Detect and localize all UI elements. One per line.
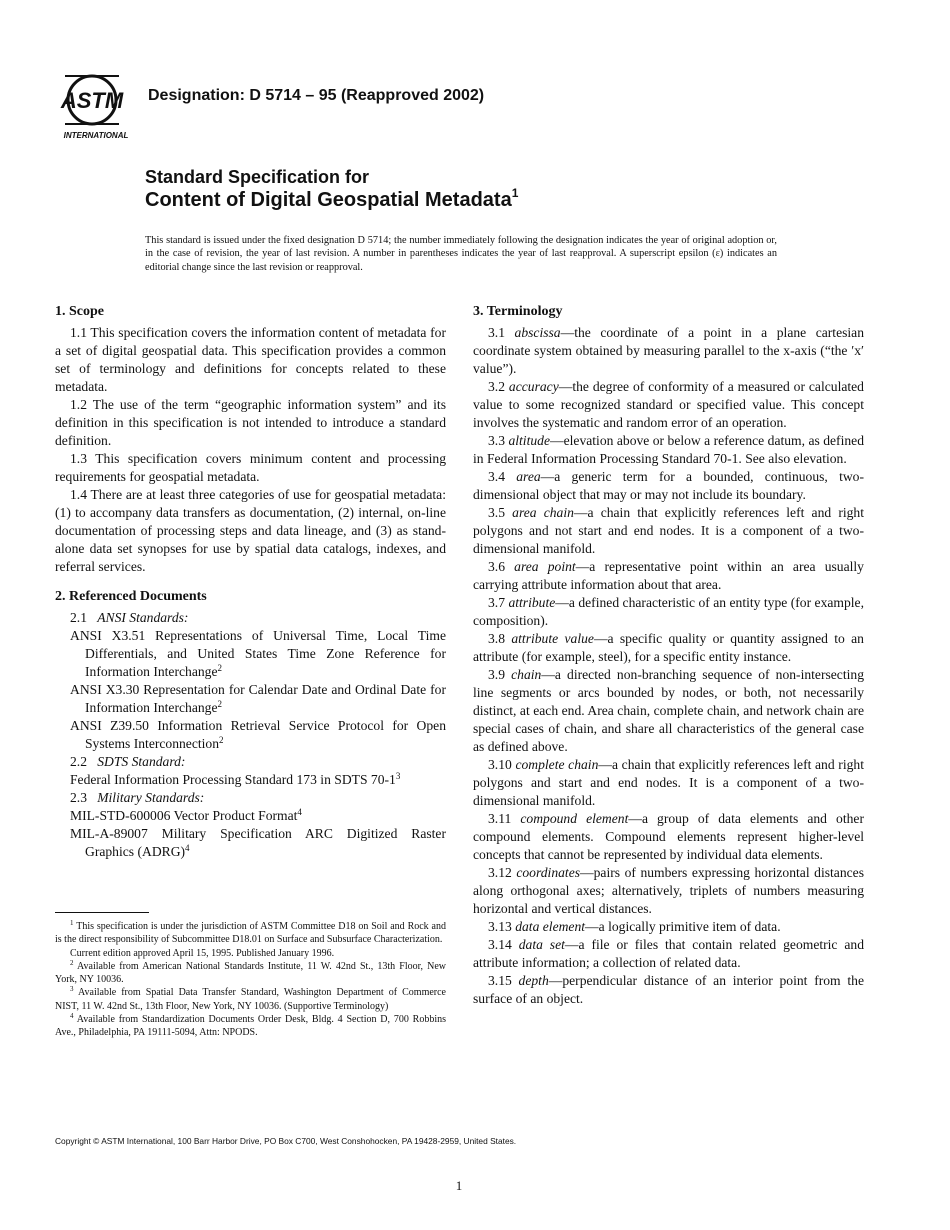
title-footnote-mark: 1	[511, 186, 519, 200]
footnote-mark: 3	[70, 985, 74, 994]
reference-text: ANSI X3.51 Representations of Universal Time, Local Time Differentials, and United States Time Zone Reference for Information Interchange	[70, 628, 446, 679]
footnote-mark: 1	[70, 919, 74, 927]
term-name: accuracy	[508, 379, 559, 394]
term-entry	[473, 936, 864, 972]
term-number: 3.4	[488, 469, 505, 484]
term-name: area point	[514, 559, 576, 574]
section-heading-terminology: 3. Terminology	[473, 304, 563, 319]
subsection-title: ANSI Standards:	[97, 610, 189, 625]
term-name: attribute value	[511, 631, 594, 646]
term-number: 3.1	[488, 325, 505, 340]
term-number: 3.12	[488, 865, 512, 880]
reference-item	[70, 771, 446, 789]
term-number: 3.11	[488, 811, 512, 826]
page-number: 1	[455, 1178, 463, 1193]
scope-paragraph-1-4: 1.4 There are at least three categories of use for geospatial metadata: (1) to accompany data transfers as documentation, (2) internal, on-line documentation of processing steps and data lineage, and (3) as stand-alone data set synopses for use by spatial data catalogs, indexes, and referral services.	[55, 487, 446, 574]
left-column	[55, 303, 446, 861]
subsection-title: Military Standards:	[97, 790, 205, 805]
term-entry	[473, 810, 864, 864]
term-definition: —the degree of conformity of a measured or calculated value to some recognized standard or specified value. This concept involves the systematic and random error of an operation.	[473, 379, 864, 430]
section-heading-referenced: 2. Referenced Documents	[55, 589, 207, 604]
term-number: 3.2	[488, 379, 505, 394]
term-definition: —perpendicular distance of an interior point from the surface of an object.	[473, 973, 864, 1006]
term-entry	[473, 504, 864, 558]
right-column	[473, 303, 864, 1008]
term-name: depth	[518, 973, 549, 988]
term-entry	[473, 630, 864, 666]
scope-paragraph-1-2: 1.2 The use of the term “geographic information system” and its definition in this specification is not intended to introduce a standard definition.	[55, 397, 446, 448]
document-title	[145, 166, 518, 212]
term-name: data element	[515, 919, 586, 934]
term-definition: —a defined characteristic of an entity type (for example, composition).	[473, 595, 864, 628]
term-definition: —the coordinate of a point in a plane cartesian coordinate system obtained by measuring parallel to the x-axis (“the ′x′ value”).	[473, 325, 865, 376]
footnote-ref: 2	[217, 699, 222, 709]
scope-paragraph-1-1: 1.1 This specification covers the information content of metadata for a set of digital geospatial data. This specification provides a common set of terminology and definitions for concepts related to these metadata.	[55, 325, 446, 394]
reference-text: ANSI Z39.50 Information Retrieval Service Protocol for Open Systems Interconnection	[70, 718, 446, 751]
footnote-divider	[55, 912, 149, 913]
section-heading-scope: 1. Scope	[55, 304, 104, 319]
subsection-number: 2.2	[70, 754, 87, 769]
footnote-ref: 4	[297, 807, 302, 817]
reference-text: ANSI X3.30 Representation for Calendar Date and Ordinal Date for Information Interchange	[70, 682, 446, 715]
subsection-sdts	[70, 753, 446, 771]
footnote-ref: 2	[217, 663, 222, 673]
astm-logo	[55, 70, 137, 142]
term-name: chain	[511, 667, 542, 682]
title-line-2	[145, 188, 518, 212]
title-text: Content of Digital Geospatial Metadata	[145, 189, 512, 211]
term-definition: —a group of data elements and other compound elements. Compound elements represent higher-level concepts that cannot be represented by individual data elements.	[473, 811, 864, 862]
term-entry	[473, 666, 864, 756]
term-entry	[473, 972, 864, 1008]
term-name: altitude	[508, 433, 550, 448]
reference-item	[70, 825, 446, 861]
term-name: data set	[518, 937, 565, 952]
logo-international: INTERNATIONAL	[63, 131, 129, 140]
term-entry	[473, 324, 864, 378]
term-entry	[473, 378, 864, 432]
footnote-mark: 4	[70, 1012, 74, 1021]
term-number: 3.13	[488, 919, 512, 934]
footnote	[55, 960, 446, 987]
subsection-number: 2.1	[70, 610, 87, 625]
term-name: area chain	[512, 505, 574, 520]
reference-item	[70, 717, 446, 753]
reference-item	[70, 807, 446, 825]
term-number: 3.10	[488, 757, 512, 772]
term-definition: —a directed non-branching sequence of non-intersecting line segments or arcs bounded by nodes, or both, not necessarily distinct, at each end. Area chain, complete chain, and network chain are special cases of chain, and share all characteristics of the general case as defined above.	[473, 667, 864, 754]
issuance-notice: This standard is issued under the fixed designation D 5714; the number immediately following the designation indicates the year of original adoption or, in the case of revision, the year of last revision. A number in parentheses indicates the year of last reapproval. A superscript epsilon (ε) indicates an editorial change since the last revision or reapproval.	[145, 235, 777, 273]
term-definition: —a chain that explicitly references left and right polygons and not start and end nodes. It is a component of a two-dimensional manifold.	[473, 505, 864, 556]
footnote-text: Available from Standardization Documents Order Desk, Bldg. 4 Section D, 700 Robbins Ave., Philadelphia, PA 19111-5094, Attn: NPODS.	[55, 1014, 446, 1039]
term-entry	[473, 432, 864, 468]
term-definition: —elevation above or below a reference datum, as defined in Federal Information Processing Standard 70-1. See also elevation.	[473, 433, 864, 466]
term-number: 3.5	[488, 505, 505, 520]
term-number: 3.15	[488, 973, 512, 988]
term-entry	[473, 864, 864, 918]
terminology-list	[473, 324, 864, 1008]
term-name: abscissa	[514, 325, 561, 340]
footnotes	[55, 920, 446, 1040]
term-number: 3.7	[488, 595, 505, 610]
footnote-text: Available from American National Standards Institute, 11 W. 42nd St., 13th Floor, New York, NY 10036.	[55, 960, 446, 986]
subsection-number: 2.3	[70, 790, 87, 805]
term-definition: —a chain that explicitly references left and right polygons and start and end nodes. It is a component of a two-dimensional manifold.	[473, 757, 864, 808]
term-name: area	[516, 469, 541, 484]
reference-text: MIL-A-89007 Military Specification ARC Digitized Raster Graphics (ADRG)	[70, 826, 446, 859]
term-name: coordinates	[516, 865, 581, 880]
footnote	[55, 986, 446, 1013]
subsection-ansi	[70, 609, 446, 627]
term-entry	[473, 594, 864, 630]
term-entry	[473, 756, 864, 810]
footnote-text: This specification is under the jurisdiction of ASTM Committee D18 on Soil and Rock and is the direct responsibility of Subcommittee D18.01 on Surface and Subsurface Characterization.	[55, 921, 446, 946]
term-definition: —a logically primitive item of data.	[585, 919, 781, 934]
term-number: 3.3	[488, 433, 505, 448]
footnote-ref: 2	[219, 735, 224, 745]
term-name: attribute	[508, 595, 556, 610]
scope-paragraph-1-3: 1.3 This specification covers minimum content and processing requirements for geospatial metadata.	[55, 451, 446, 484]
term-definition: —a generic term for a bounded, continuous, two-dimensional object that may or may not include its boundary.	[473, 469, 864, 502]
footnote-text: Available from Spatial Data Transfer Standard, Washington Department of Commerce NIST, 11 W. 42nd St., 13th Floor, New York, NY 10036. (Supportive Terminology)	[55, 987, 446, 1012]
reference-text: MIL-STD-600006 Vector Product Format	[70, 808, 298, 823]
term-definition: —a file or files that contain related geometric and attribute information; a collection of related data.	[473, 937, 864, 970]
footnote-ref: 4	[185, 843, 190, 853]
subsection-title: SDTS Standard:	[97, 754, 186, 769]
logo-letters: ASTM	[60, 88, 124, 113]
title-line-1: Standard Specification for	[145, 167, 370, 187]
term-number: 3.6	[488, 559, 505, 574]
term-definition: —a representative point within an area usually carrying attribute information about that area.	[473, 559, 864, 592]
reference-item	[70, 627, 446, 681]
term-definition: —pairs of numbers expressing horizontal distances along orthogonal axes; alternatively, triplets of numbers measuring horizontal and vertical distances.	[473, 865, 864, 916]
term-number: 3.9	[488, 667, 505, 682]
subsection-military	[70, 789, 446, 807]
footnote-ref: 3	[395, 771, 401, 781]
term-entry	[473, 558, 864, 594]
footnote	[55, 920, 446, 947]
footnote-text: Current edition approved April 15, 1995. Published January 1996.	[70, 947, 335, 959]
footnote	[55, 1013, 446, 1040]
copyright-line: Copyright © ASTM International, 100 Barr Harbor Drive, PO Box C700, West Conshohocken, PA 19428-2959, United States.	[55, 1136, 517, 1146]
footnote-mark: 2	[70, 958, 74, 967]
term-entry	[473, 468, 864, 504]
reference-text: Federal Information Processing Standard 173 in SDTS 70-1	[70, 772, 396, 787]
footnote	[55, 947, 446, 960]
term-name: complete chain	[515, 757, 599, 772]
term-name: compound element	[520, 811, 629, 826]
designation: Designation: D 5714 – 95 (Reapproved 2002)	[148, 87, 485, 104]
term-definition: —a specific quality or quantity assigned to an attribute (for example, steel), for a specific entity instance.	[473, 631, 864, 664]
reference-item	[70, 681, 446, 717]
term-number: 3.14	[488, 937, 512, 952]
term-entry	[473, 918, 864, 936]
term-number: 3.8	[488, 631, 505, 646]
